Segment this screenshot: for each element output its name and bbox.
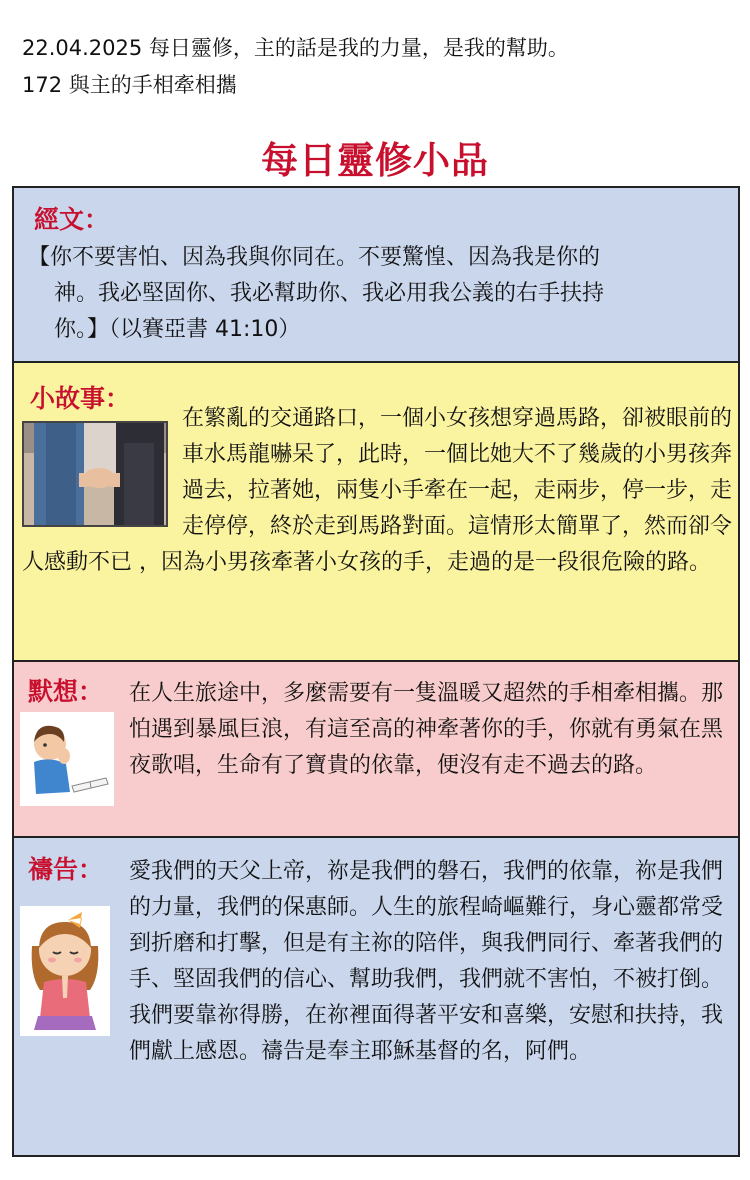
prayer-section <box>14 838 738 1155</box>
meditation-text: 在人生旅途中，多麼需要有一隻溫暖又超然的手相牽相攜。那怕遇到暴風巨浪，有這至高的神牽著你的手，你就有勇氣在黑夜歌唱，生命有了寶貴的依靠，便沒有走不過去的路。 <box>129 681 724 778</box>
page-title: 每日靈修小品 <box>261 139 489 182</box>
date-line: 22.04.2025 每日靈修，主的話是我的力量，是我的幫助。 <box>22 36 569 60</box>
scripture-text <box>28 240 736 348</box>
scripture-line-2: 神。我必堅固你、我必幫助你、我必用我公義的右手扶持 <box>54 281 605 306</box>
prayer-label: 禱告： <box>28 855 104 884</box>
scripture-line-1: 【你不要害怕、因為我與你同在。不要驚惶、因為我是你的 <box>28 245 601 270</box>
scripture-section <box>14 188 738 363</box>
devotional-board <box>12 186 740 1157</box>
meditation-section <box>14 662 738 838</box>
scripture-label: 經文： <box>34 205 110 234</box>
prayer-text: 愛我們的天父上帝，祢是我們的磐石，我們的依靠，祢是我們的力量，我們的保惠師。人生的旅程崎嶇難行，身心靈都常受到折磨和打擊，但是有主祢的陪伴，與我們同行、牽著我們的手、堅固我們的信心、幫助我們，我們就不害怕，不被打倒。我們要靠祢得勝，在祢裡面得著平安和喜樂，安慰和扶持，我們獻上感恩。禱告是奉主耶穌基督的名，阿們。 <box>129 859 724 1064</box>
story-section <box>14 363 738 662</box>
meditation-label: 默想： <box>28 677 104 706</box>
praying-girl-icon <box>20 906 110 1036</box>
holding-hands-photo <box>22 421 168 527</box>
praying-boy-icon <box>20 712 114 806</box>
subtitle-line: 172 與主的手相牽相攜 <box>22 73 237 97</box>
story-text: 在繁亂的交通路口，一個小女孩想穿過馬路，卻被眼前的車水馬龍嚇呆了，此時，一個比她大不了幾歲的小男孩奔過去，拉著她，兩隻小手牽在一起，走兩步，停一步，走走停停，終於走到馬路對面。這情形太簡單了，然而卻令人感動不已 ，因為小男孩牽著小女孩的手，走過的是一段很危險的路。 <box>22 406 733 575</box>
story-label: 小故事： <box>30 384 131 413</box>
scripture-line-3: 你。】（以賽亞書 41:10） <box>54 317 301 342</box>
post-header <box>22 30 732 104</box>
